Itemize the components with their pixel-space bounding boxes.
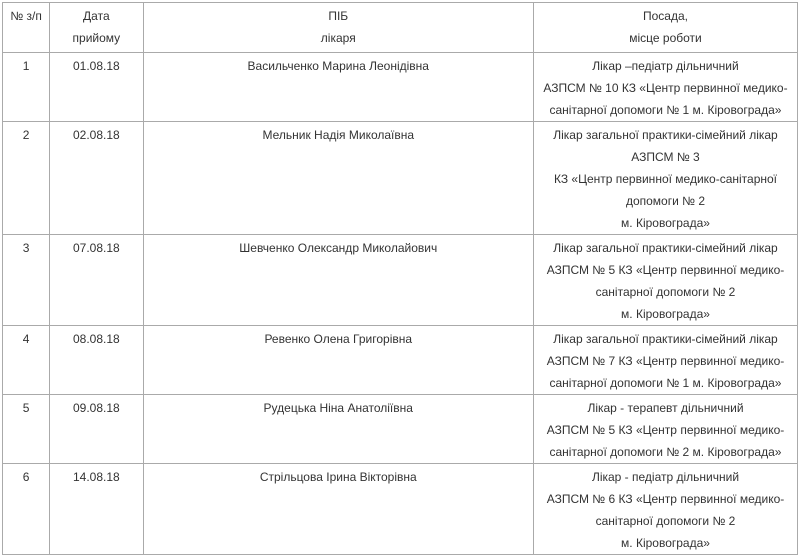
row-doctor-name: Мельник Надія Миколаївна bbox=[262, 128, 415, 142]
row-doctor-name-cell bbox=[143, 235, 533, 326]
header-name-line1: ПІБ bbox=[328, 9, 349, 23]
row-number-cell bbox=[3, 53, 50, 122]
row-doctor-name: Рудецька Ніна Анатоліївна bbox=[263, 401, 413, 415]
row-date-cell bbox=[50, 326, 143, 395]
row-position-line: м. Кіровограда» bbox=[621, 536, 710, 550]
row-position-line: Лікар загальної практики-сімейний лікар bbox=[553, 241, 778, 255]
header-number: № з/п bbox=[10, 9, 42, 23]
row-date: 02.08.18 bbox=[72, 128, 120, 142]
row-doctor-name-cell bbox=[143, 464, 533, 555]
doctors-schedule-table bbox=[2, 2, 798, 555]
row-doctor-name-cell bbox=[143, 326, 533, 395]
row-position-cell bbox=[533, 53, 797, 122]
header-name-line2: лікаря bbox=[320, 31, 356, 45]
header-number-cell bbox=[3, 3, 50, 53]
row-position-line: АЗПСМ № 3 bbox=[631, 150, 700, 164]
row-number: 6 bbox=[22, 470, 30, 484]
row-date: 14.08.18 bbox=[72, 470, 120, 484]
header-date-line2: прийому bbox=[72, 31, 121, 45]
row-position-line: АЗПСМ № 5 КЗ «Центр первинної медико-санітарної допомоги № 2 bbox=[546, 263, 785, 299]
table-row bbox=[3, 235, 798, 326]
header-date-cell bbox=[50, 3, 143, 53]
row-position-line: АЗПСМ № 7 КЗ «Центр первинної медико-санітарної допомоги № 1 м. Кіровограда» bbox=[546, 354, 785, 390]
row-number: 3 bbox=[22, 241, 30, 255]
table-row bbox=[3, 395, 798, 464]
row-position-line: АЗПСМ № 5 КЗ «Центр первинної медико-санітарної допомоги № 2 м. Кіровограда» bbox=[546, 423, 785, 459]
table-header-row bbox=[3, 3, 798, 53]
row-doctor-name: Васильченко Марина Леонідівна bbox=[247, 59, 429, 73]
table-row bbox=[3, 122, 798, 235]
row-number-cell bbox=[3, 235, 50, 326]
row-position-line: м. Кіровограда» bbox=[621, 307, 710, 321]
row-position-line: м. Кіровограда» bbox=[621, 216, 710, 230]
row-number-cell bbox=[3, 395, 50, 464]
row-position-line: Лікар - терапевт дільничний bbox=[587, 401, 744, 415]
row-date: 08.08.18 bbox=[72, 332, 120, 346]
table-row bbox=[3, 464, 798, 555]
row-date: 07.08.18 bbox=[72, 241, 120, 255]
row-number-cell bbox=[3, 464, 50, 555]
header-name-cell bbox=[143, 3, 533, 53]
row-number: 1 bbox=[22, 59, 30, 73]
row-position-cell bbox=[533, 326, 797, 395]
row-date-cell bbox=[50, 53, 143, 122]
row-position-cell bbox=[533, 395, 797, 464]
row-position-line: Лікар загальної практики-сімейний лікар bbox=[553, 128, 778, 142]
row-doctor-name: Ревенко Олена Григорівна bbox=[264, 332, 413, 346]
header-date-line1: Дата bbox=[83, 9, 110, 23]
table-row bbox=[3, 53, 798, 122]
row-position-cell bbox=[533, 235, 797, 326]
row-doctor-name: Шевченко Олександр Миколайович bbox=[239, 241, 438, 255]
row-date-cell bbox=[50, 464, 143, 555]
row-date-cell bbox=[50, 235, 143, 326]
row-number: 5 bbox=[22, 401, 30, 415]
row-position-line: АЗПСМ № 10 КЗ «Центр первинної медико-санітарної допомоги № 1 м. Кіровограда» bbox=[543, 81, 788, 117]
table-body bbox=[3, 3, 798, 555]
row-date: 09.08.18 bbox=[72, 401, 120, 415]
row-position-cell bbox=[533, 464, 797, 555]
row-date-cell bbox=[50, 395, 143, 464]
header-position-line1: Посада, bbox=[643, 9, 688, 23]
row-position-line: Лікар - педіатр дільничний bbox=[591, 470, 740, 484]
row-doctor-name: Стрільцова Ірина Вікторівна bbox=[259, 470, 417, 484]
row-position-line: Лікар –педіатр дільничний bbox=[592, 59, 739, 73]
header-position-cell bbox=[533, 3, 797, 53]
row-doctor-name-cell bbox=[143, 122, 533, 235]
row-position-line: Лікар загальної практики-сімейний лікар bbox=[553, 332, 778, 346]
row-date-cell bbox=[50, 122, 143, 235]
row-number: 2 bbox=[22, 128, 30, 142]
table-row bbox=[3, 326, 798, 395]
row-number: 4 bbox=[22, 332, 30, 346]
row-position-line: КЗ «Центр первинної медико-санітарної допомоги № 2 bbox=[553, 172, 778, 208]
row-number-cell bbox=[3, 122, 50, 235]
row-position-line: АЗПСМ № 6 КЗ «Центр первинної медико-санітарної допомоги № 2 bbox=[546, 492, 785, 528]
header-position-line2: місце роботи bbox=[629, 31, 702, 45]
row-doctor-name-cell bbox=[143, 395, 533, 464]
row-number-cell bbox=[3, 326, 50, 395]
row-doctor-name-cell bbox=[143, 53, 533, 122]
row-position-cell bbox=[533, 122, 797, 235]
row-date: 01.08.18 bbox=[72, 59, 120, 73]
